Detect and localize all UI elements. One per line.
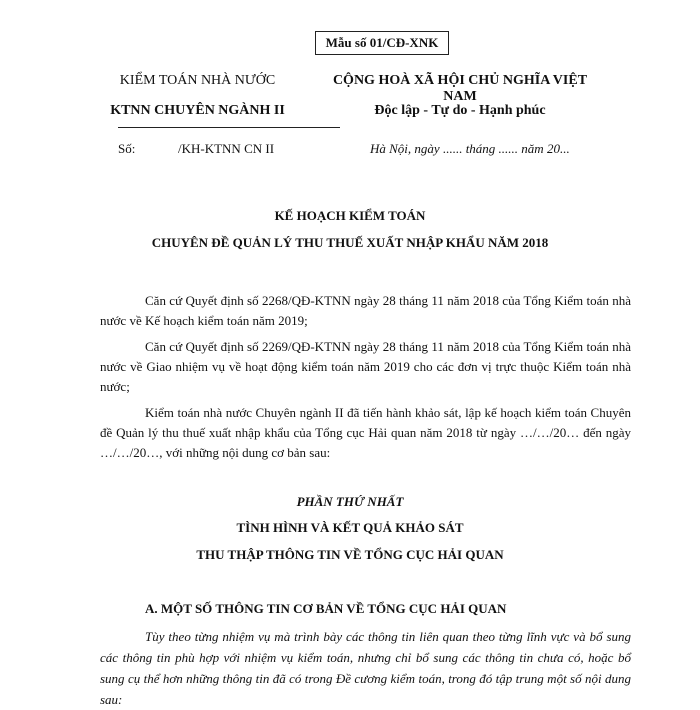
- section-a-instruction: Tùy theo từng nhiệm vụ mà trình bày các thông tin liên quan theo từng lĩnh vực và bổ sung các thông tin phù hợp với nhiệm vụ kiểm toán, nhưng chỉ bổ sung các thông tin chưa có, hoặc bổ sung cụ thể hơn những thông tin đã có trong Đề cương kiểm toán, trong đó tập trung một số nội dung sau:: [100, 629, 631, 707]
- national-motto: Độc lập - Tự do - Hạnh phúc: [374, 103, 546, 118]
- left-header-underline: [118, 127, 340, 128]
- plan-title: KẾ HOẠCH KIỂM TOÁN: [274, 208, 426, 223]
- country-name: CỘNG HOÀ XÃ HỘI CHỦ NGHĨA VIỆT NAM: [332, 73, 588, 104]
- basis-paragraph-1: Căn cứ Quyết định số 2268/QĐ-KTNN ngày 28 tháng 11 năm 2018 của Tổng Kiểm toán nhà nước về Kế hoạch kiểm toán năm 2019;: [100, 293, 631, 328]
- place-date-line: Hà Nội, ngày ...... tháng ...... năm 20...: [370, 141, 570, 156]
- form-code-box: Mẫu số 01/CĐ-XNK: [315, 31, 449, 55]
- basis-paragraph-2: Căn cứ Quyết định số 2269/QĐ-KTNN ngày 28 tháng 11 năm 2018 của Tổng Kiểm toán nhà nước về Giao nhiệm vụ về hoạt động kiểm toán năm 2019 cho các đơn vị trực thuộc Kiểm toán nhà nước;: [100, 339, 631, 394]
- plan-subtitle: CHUYÊN ĐỀ QUẢN LÝ THU THUẾ XUẤT NHẬP KHẨU NĂM 2018: [151, 235, 549, 250]
- agency-name: KIỂM TOÁN NHÀ NƯỚC: [119, 73, 276, 88]
- part-label: PHẦN THỨ NHẤT: [296, 494, 404, 509]
- document-number-value: /KH-KTNN CN II: [178, 141, 275, 156]
- document-number-label: Số:: [118, 141, 136, 156]
- section-a-heading: A. MỘT SỐ THÔNG TIN CƠ BẢN VỀ TỔNG CỤC HẢI QUAN: [145, 601, 507, 616]
- survey-paragraph: Kiểm toán nhà nước Chuyên ngành II đã tiến hành khảo sát, lập kế hoạch kiểm toán Chuyên đề Quản lý thu thuế xuất nhập khẩu của Tổng cục Hải quan năm 2018 từ ngày …/…/20… đến ngày …/…/20…, với những nội dung cơ bản sau:: [100, 405, 631, 460]
- part-heading-2: THU THẬP THÔNG TIN VỀ TỔNG CỤC HẢI QUAN: [196, 547, 504, 562]
- department-name: KTNN CHUYÊN NGÀNH II: [110, 103, 285, 118]
- part-heading-1: TÌNH HÌNH VÀ KẾT QUẢ KHẢO SÁT: [236, 520, 464, 535]
